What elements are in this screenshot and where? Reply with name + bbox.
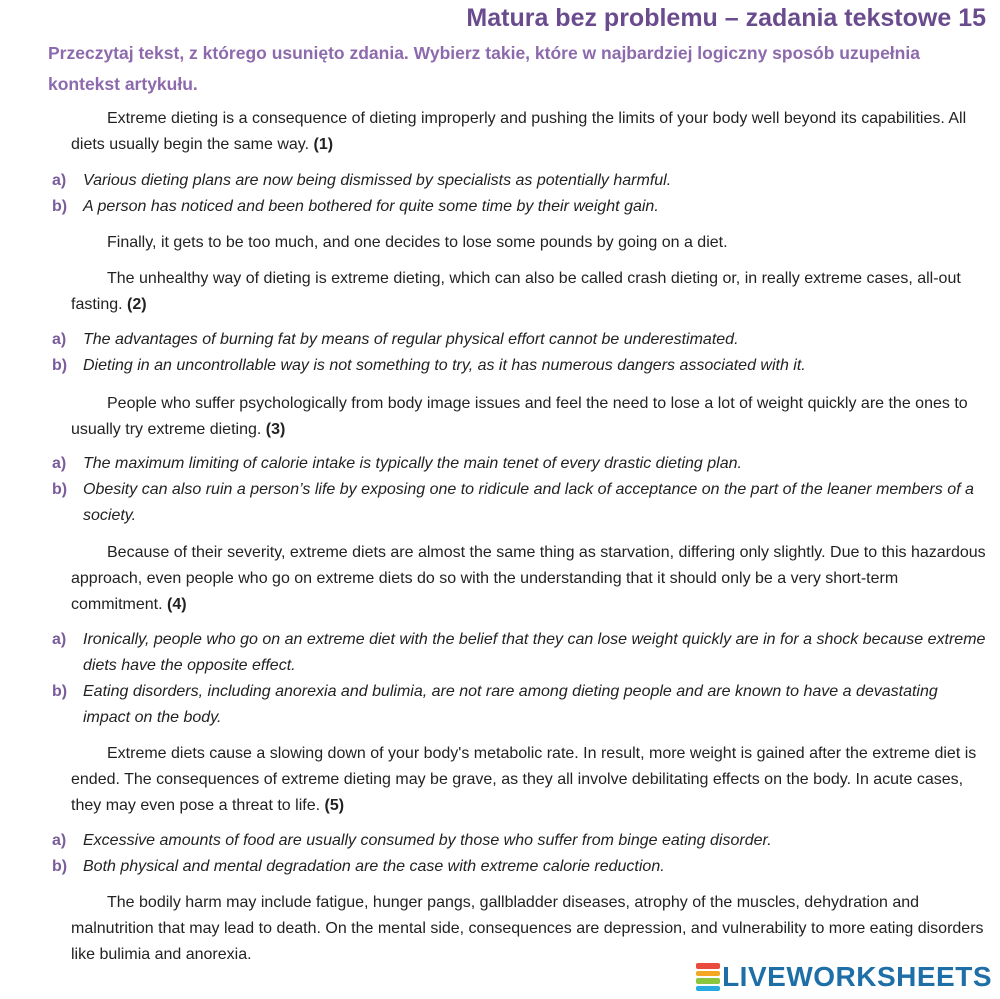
option-text: Excessive amounts of food are usually consumed by those who suffer from binge eating disorder. [83, 832, 772, 849]
option-5b[interactable] [52, 854, 988, 880]
paragraph-text: The unhealthy way of dieting is extreme dieting, which can also be called crash dieting or, in really extreme cases, all-out fasting. [71, 270, 961, 313]
instruction-text: Przeczytaj tekst, z którego usunięto zdania. Wybierz takie, które w najbardziej logiczny sposób uzupełnia kontekst artykułu. [48, 43, 920, 94]
liveworksheets-logo [696, 960, 992, 994]
page-title: Matura bez problemu – zadania tekstowe 15 [466, 4, 986, 32]
paragraph-6 [71, 741, 989, 819]
option-text: The advantages of burning fat by means of regular physical effort cannot be underestimated. [83, 331, 739, 348]
option-text: The maximum limiting of calorie intake is typically the main tenet of every drastic dieting plan. [83, 455, 742, 472]
option-letter: b) [52, 198, 68, 215]
paragraph-5 [71, 540, 989, 618]
gap-number: (4) [167, 596, 187, 613]
paragraph-7 [71, 890, 989, 968]
logo-icon [696, 962, 720, 992]
option-text: Dieting in an uncontrollable way is not something to try, as it has numerous dangers associated with it. [83, 357, 806, 374]
option-2b[interactable] [52, 353, 988, 379]
paragraph-text: The bodily harm may include fatigue, hunger pangs, gallbladder diseases, atrophy of the muscles, dehydration and malnutrition that may lead to death. On the mental side, consequences are depression, and vulnerability to more eating disorders like bulimia and anorexia. [71, 894, 984, 963]
paragraph-text: Because of their severity, extreme diets are almost the same thing as starvation, differing only slightly. Due to this hazardous approach, even people who go on extreme diets do so with the understanding that it should only be a very short-term commitment. [71, 544, 986, 613]
option-1b[interactable] [52, 194, 988, 220]
paragraph-3 [71, 266, 989, 318]
option-1a[interactable] [52, 168, 988, 194]
option-3b[interactable] [52, 477, 988, 529]
option-text: Both physical and mental degradation are the case with extreme calorie reduction. [83, 858, 665, 875]
option-text: Ironically, people who go on an extreme diet with the belief that they can lose weight quickly are in for a shock because extreme diets have the opposite effect. [83, 631, 986, 674]
paragraph-1 [71, 106, 989, 158]
option-text: Various dieting plans are now being dismissed by specialists as potentially harmful. [83, 172, 672, 189]
option-letter: b) [52, 357, 68, 374]
paragraph-text: People who suffer psychologically from body image issues and feel the need to lose a lot of weight quickly are the ones to usually try extreme dieting. [71, 395, 968, 438]
gap-number: (2) [127, 296, 147, 313]
paragraph-text: Finally, it gets to be too much, and one decides to lose some pounds by going on a diet. [107, 234, 728, 251]
logo-text: LIVEWORKSHEETS [722, 961, 992, 992]
option-letter: b) [52, 683, 68, 700]
option-5a[interactable] [52, 828, 988, 854]
option-3a[interactable] [52, 451, 988, 477]
paragraph-2 [71, 230, 989, 256]
option-letter: b) [52, 481, 68, 498]
option-letter: a) [52, 455, 67, 472]
option-letter: b) [52, 858, 68, 875]
option-text: Obesity can also ruin a person’s life by exposing one to ridicule and lack of acceptance on the part of the leaner members of a society. [83, 481, 974, 524]
option-text: A person has noticed and been bothered for quite some time by their weight gain. [83, 198, 659, 215]
option-letter: a) [52, 631, 67, 648]
option-4a[interactable] [52, 627, 988, 679]
option-letter: a) [52, 832, 67, 849]
gap-number: (3) [265, 421, 286, 438]
option-text: Eating disorders, including anorexia and bulimia, are not rare among dieting people and are known to have a devastating impact on the body. [83, 683, 938, 726]
gap-number: (1) [313, 136, 334, 153]
paragraph-text: Extreme dieting is a consequence of dieting improperly and pushing the limits of your body well beyond its capabilities. All diets usually begin the same way. [71, 110, 967, 153]
option-2a[interactable] [52, 327, 988, 353]
option-letter: a) [52, 172, 67, 189]
paragraph-text: Extreme diets cause a slowing down of your body's metabolic rate. In result, more weight is gained after the extreme diet is ended. The consequences of extreme dieting may be grave, as they all involve debilitating effects on the body. In acute cases, they may even pose a threat to life. [71, 745, 977, 814]
option-letter: a) [52, 331, 67, 348]
gap-number: (5) [324, 797, 345, 814]
paragraph-4 [71, 391, 989, 443]
option-4b[interactable] [52, 679, 988, 731]
